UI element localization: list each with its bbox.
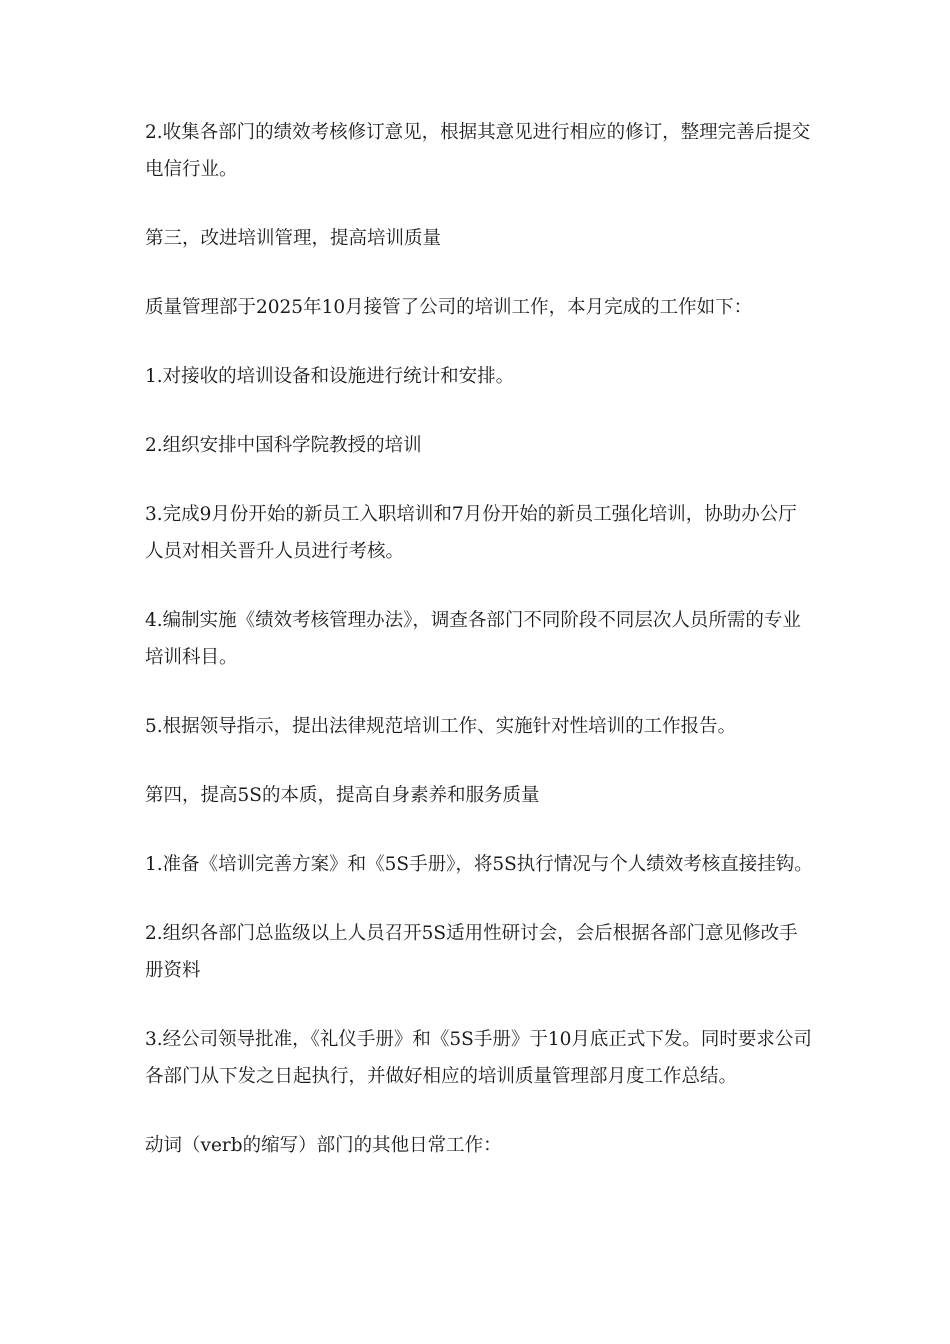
section-heading-daily-work: 动词（verb的缩写）部门的其他日常工作： (145, 1135, 502, 1156)
list-item-legal-training-report: 5.根据领导指示，提出法律规范培训工作、实施针对性培训的工作报告。 (145, 716, 737, 737)
list-item-equipment: 1.对接收的培训设备和设施进行统计和安排。 (145, 366, 515, 387)
paragraph-training-intro: 质量管理部于2025年10月接管了公司的培训工作，本月完成的工作如下： (145, 297, 753, 318)
list-item-5s-manual: 1.准备《培训完善方案》和《5S手册》，将5S执行情况与个人绩效考核直接挂钩。 (145, 854, 813, 875)
list-item-professor-training: 2.组织安排中国科学院教授的培训 (145, 435, 422, 456)
list-item-new-employee-training: 3.完成9月份开始的新员工入职培训和7月份开始的新员工强化培训，协助办公厅人员对相关晋升人员进行考核。 (145, 504, 797, 562)
section-heading-training: 第三，改进培训管理，提高培训质量 (145, 228, 442, 249)
list-item-performance-method: 4.编制实施《绩效考核管理办法》，调查各部门不同阶段不同层次人员所需的专业培训科目。 (145, 610, 801, 668)
list-item-5s-seminar: 2.组织各部门总监级以上人员召开5S适用性研讨会，会后根据各部门意见修改手册资料 (145, 923, 798, 981)
list-item-manual-release: 3.经公司领导批准，《礼仪手册》和《5S手册》于10月底正式下发。同时要求公司各部门从下发之日起执行，并做好相应的培训质量管理部月度工作总结。 (145, 1029, 812, 1087)
paragraph-revision-feedback: 2.收集各部门的绩效考核修订意见，根据其意见进行相应的修订，整理完善后提交电信行业。 (145, 122, 811, 180)
section-heading-5s: 第四，提高5S的本质，提高自身素养和服务质量 (145, 785, 540, 806)
document-body (145, 114, 815, 1196)
